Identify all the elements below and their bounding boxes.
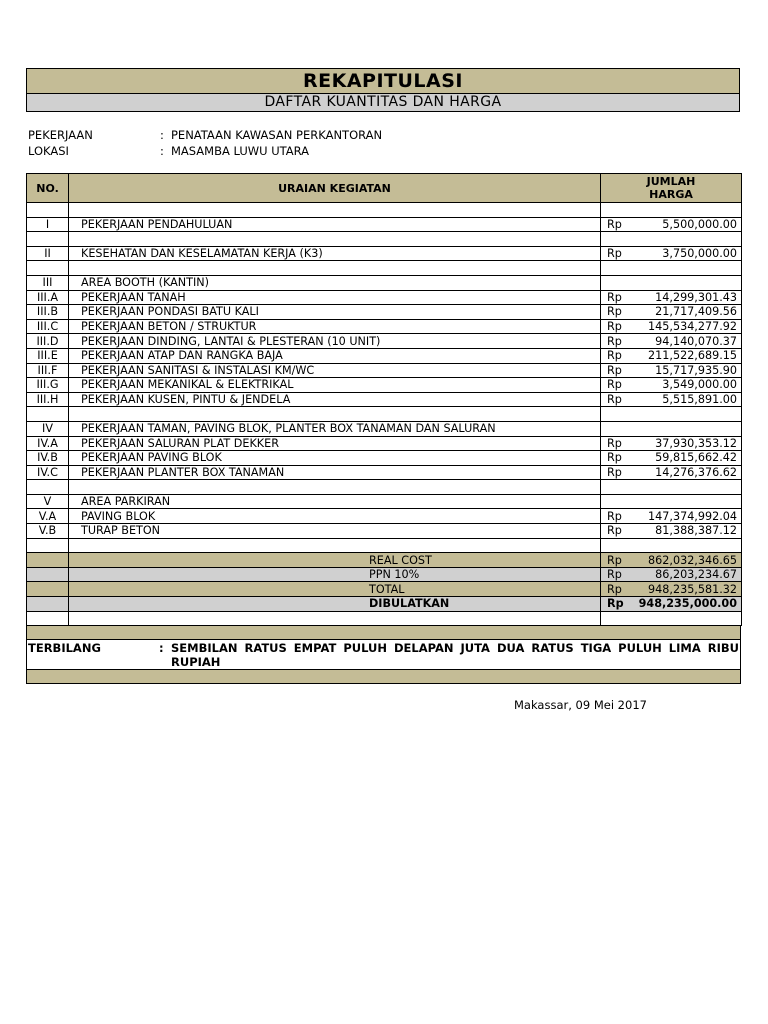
- summary-row: [27, 597, 742, 612]
- row-number: III.F: [27, 363, 69, 378]
- row-amount: 5,515,891.00: [629, 392, 742, 407]
- row-currency: [601, 407, 629, 422]
- row-amount: 5,500,000.00: [629, 217, 742, 232]
- summary-empty-cell: [27, 597, 69, 612]
- row-amount: 94,140,070.37: [629, 334, 742, 349]
- summary-empty-cell: [27, 553, 69, 568]
- table-row: [27, 524, 742, 539]
- row-description: [69, 407, 601, 422]
- row-currency: Rp: [601, 246, 629, 261]
- terbilang-band-top: [27, 626, 740, 640]
- row-amount: [629, 480, 742, 495]
- row-description: PEKERJAAN SALURAN PLAT DEKKER: [69, 436, 601, 451]
- row-amount: 15,717,935.90: [629, 363, 742, 378]
- row-amount: [629, 232, 742, 247]
- row-currency: [601, 611, 629, 626]
- table-row: [27, 246, 742, 261]
- row-description: TURAP BETON: [69, 524, 601, 539]
- row-currency: Rp: [601, 319, 629, 334]
- table-row: [27, 392, 742, 407]
- row-amount: [629, 261, 742, 276]
- row-number: III.B: [27, 305, 69, 320]
- row-currency: [601, 480, 629, 495]
- row-number: III.A: [27, 290, 69, 305]
- row-amount: [629, 494, 742, 509]
- row-number: V.B: [27, 524, 69, 539]
- row-number: III.G: [27, 378, 69, 393]
- header-uraian: URAIAN KEGIATAN: [69, 174, 601, 203]
- table-row: [27, 538, 742, 553]
- row-amount: 3,549,000.00: [629, 378, 742, 393]
- summary-currency: Rp: [601, 553, 629, 568]
- row-description: [69, 611, 601, 626]
- row-description: PEKERJAAN PLANTER BOX TANAMAN: [69, 465, 601, 480]
- row-amount: 145,534,277.92: [629, 319, 742, 334]
- row-number: [27, 232, 69, 247]
- row-currency: [601, 494, 629, 509]
- row-number: [27, 538, 69, 553]
- summary-amount: 86,203,234.67: [629, 567, 742, 582]
- document-header: [26, 68, 740, 112]
- summary-amount: 948,235,000.00: [629, 597, 742, 612]
- table-row: [27, 334, 742, 349]
- row-description: PEKERJAAN PONDASI BATU KALI: [69, 305, 601, 320]
- row-amount: [629, 538, 742, 553]
- info-colon: :: [160, 144, 164, 158]
- summary-currency: Rp: [601, 567, 629, 582]
- summary-empty-cell: [27, 567, 69, 582]
- row-currency: Rp: [601, 290, 629, 305]
- table-row: [27, 203, 742, 218]
- row-description: AREA PARKIRAN: [69, 494, 601, 509]
- row-description: PEKERJAAN BETON / STRUKTUR: [69, 319, 601, 334]
- row-number: III: [27, 275, 69, 290]
- table-row: [27, 436, 742, 451]
- summary-amount: 948,235,581.32: [629, 582, 742, 597]
- row-amount: 59,815,662.42: [629, 451, 742, 466]
- row-description: KESEHATAN DAN KESELAMATAN KERJA (K3): [69, 246, 601, 261]
- header-jumlah-line1: JUMLAH: [646, 175, 696, 188]
- table-row: [27, 217, 742, 232]
- row-description: PEKERJAAN MEKANIKAL & ELEKTRIKAL: [69, 378, 601, 393]
- row-description: PAVING BLOK: [69, 509, 601, 524]
- row-number: IV: [27, 421, 69, 436]
- terbilang-band-bottom: [27, 669, 740, 683]
- row-number: [27, 480, 69, 495]
- table-row: [27, 378, 742, 393]
- table-row: [27, 275, 742, 290]
- info-value: PENATAAN KAWASAN PERKANTORAN: [171, 128, 383, 142]
- header-no: NO.: [27, 174, 69, 203]
- table-row: [27, 348, 742, 363]
- row-currency: Rp: [601, 465, 629, 480]
- row-currency: Rp: [601, 378, 629, 393]
- row-description: PEKERJAAN TANAH: [69, 290, 601, 305]
- row-currency: Rp: [601, 217, 629, 232]
- row-number: IV.C: [27, 465, 69, 480]
- summary-label: DIBULATKAN: [69, 597, 601, 612]
- row-description: [69, 538, 601, 553]
- info-label: LOKASI: [28, 144, 69, 158]
- row-amount: 3,750,000.00: [629, 246, 742, 261]
- row-amount: 14,299,301.43: [629, 290, 742, 305]
- table-header-row: [27, 174, 742, 203]
- info-label: PEKERJAAN: [28, 128, 93, 142]
- table-row: [27, 480, 742, 495]
- row-currency: Rp: [601, 436, 629, 451]
- cost-table: [26, 173, 742, 626]
- row-description: [69, 480, 601, 495]
- table-row: [27, 611, 742, 626]
- row-currency: Rp: [601, 451, 629, 466]
- row-number: II: [27, 246, 69, 261]
- row-number: [27, 261, 69, 276]
- row-currency: [601, 261, 629, 276]
- table-row: [27, 509, 742, 524]
- row-number: III.D: [27, 334, 69, 349]
- summary-label: PPN 10%: [69, 567, 601, 582]
- row-amount: [629, 275, 742, 290]
- summary-label: REAL COST: [69, 553, 601, 568]
- row-currency: Rp: [601, 348, 629, 363]
- row-number: I: [27, 217, 69, 232]
- row-number: III.C: [27, 319, 69, 334]
- summary-label: TOTAL: [69, 582, 601, 597]
- row-number: V.A: [27, 509, 69, 524]
- table-row: [27, 305, 742, 320]
- table-row: [27, 465, 742, 480]
- summary-row: [27, 582, 742, 597]
- row-number: [27, 203, 69, 218]
- table-row: [27, 363, 742, 378]
- table-row: [27, 421, 742, 436]
- row-currency: Rp: [601, 524, 629, 539]
- document-subtitle: DAFTAR KUANTITAS DAN HARGA: [27, 94, 739, 111]
- row-description: [69, 203, 601, 218]
- row-currency: Rp: [601, 392, 629, 407]
- summary-row: [27, 553, 742, 568]
- row-currency: Rp: [601, 334, 629, 349]
- row-number: III.H: [27, 392, 69, 407]
- summary-empty-cell: [27, 582, 69, 597]
- row-description: PEKERJAAN PAVING BLOK: [69, 451, 601, 466]
- row-currency: [601, 203, 629, 218]
- summary-row: [27, 567, 742, 582]
- row-number: V: [27, 494, 69, 509]
- terbilang-label: TERBILANG: [28, 641, 101, 655]
- row-currency: [601, 275, 629, 290]
- row-description: [69, 232, 601, 247]
- row-amount: 37,930,353.12: [629, 436, 742, 451]
- document-title: REKAPITULASI: [27, 69, 739, 94]
- terbilang-colon: :: [159, 641, 164, 655]
- table-row: [27, 494, 742, 509]
- row-amount: [629, 611, 742, 626]
- row-currency: Rp: [601, 363, 629, 378]
- row-currency: Rp: [601, 305, 629, 320]
- row-amount: 21,717,409.56: [629, 305, 742, 320]
- place-date: Makassar, 09 Mei 2017: [514, 698, 647, 712]
- row-description: PEKERJAAN ATAP DAN RANGKA BAJA: [69, 348, 601, 363]
- table-row: [27, 232, 742, 247]
- terbilang-box: [26, 625, 741, 684]
- row-description: PEKERJAAN TAMAN, PAVING BLOK, PLANTER BOX TANAMAN DAN SALURAN: [69, 421, 601, 436]
- summary-currency: Rp: [601, 582, 629, 597]
- row-number: III.E: [27, 348, 69, 363]
- row-amount: 147,374,992.04: [629, 509, 742, 524]
- table-row: [27, 319, 742, 334]
- row-amount: 14,276,376.62: [629, 465, 742, 480]
- row-description: PEKERJAAN SANITASI & INSTALASI KM/WC: [69, 363, 601, 378]
- table-row: [27, 290, 742, 305]
- header-jumlah: [601, 174, 742, 203]
- terbilang-value: SEMBILAN RATUS EMPAT PULUH DELAPAN JUTA DUA RATUS TIGA PULUH LIMA RIBU RUPIAH: [171, 641, 739, 669]
- row-number: IV.A: [27, 436, 69, 451]
- summary-currency: Rp: [601, 597, 629, 612]
- row-amount: 211,522,689.15: [629, 348, 742, 363]
- row-number: [27, 611, 69, 626]
- info-value: MASAMBA LUWU UTARA: [171, 144, 310, 158]
- row-currency: Rp: [601, 509, 629, 524]
- row-currency: [601, 421, 629, 436]
- table-row: [27, 407, 742, 422]
- row-description: PEKERJAAN KUSEN, PINTU & JENDELA: [69, 392, 601, 407]
- row-amount: 81,388,387.12: [629, 524, 742, 539]
- header-jumlah-line2: HARGA: [649, 188, 693, 201]
- row-description: AREA BOOTH (KANTIN): [69, 275, 601, 290]
- row-number: IV.B: [27, 451, 69, 466]
- info-colon: :: [160, 128, 164, 142]
- row-amount: [629, 203, 742, 218]
- row-currency: [601, 232, 629, 247]
- row-amount: [629, 421, 742, 436]
- table-row: [27, 451, 742, 466]
- row-currency: [601, 538, 629, 553]
- row-amount: [629, 407, 742, 422]
- row-number: [27, 407, 69, 422]
- row-description: PEKERJAAN DINDING, LANTAI & PLESTERAN (10 UNIT): [69, 334, 601, 349]
- summary-amount: 862,032,346.65: [629, 553, 742, 568]
- row-description: [69, 261, 601, 276]
- table-row: [27, 261, 742, 276]
- row-description: PEKERJAAN PENDAHULUAN: [69, 217, 601, 232]
